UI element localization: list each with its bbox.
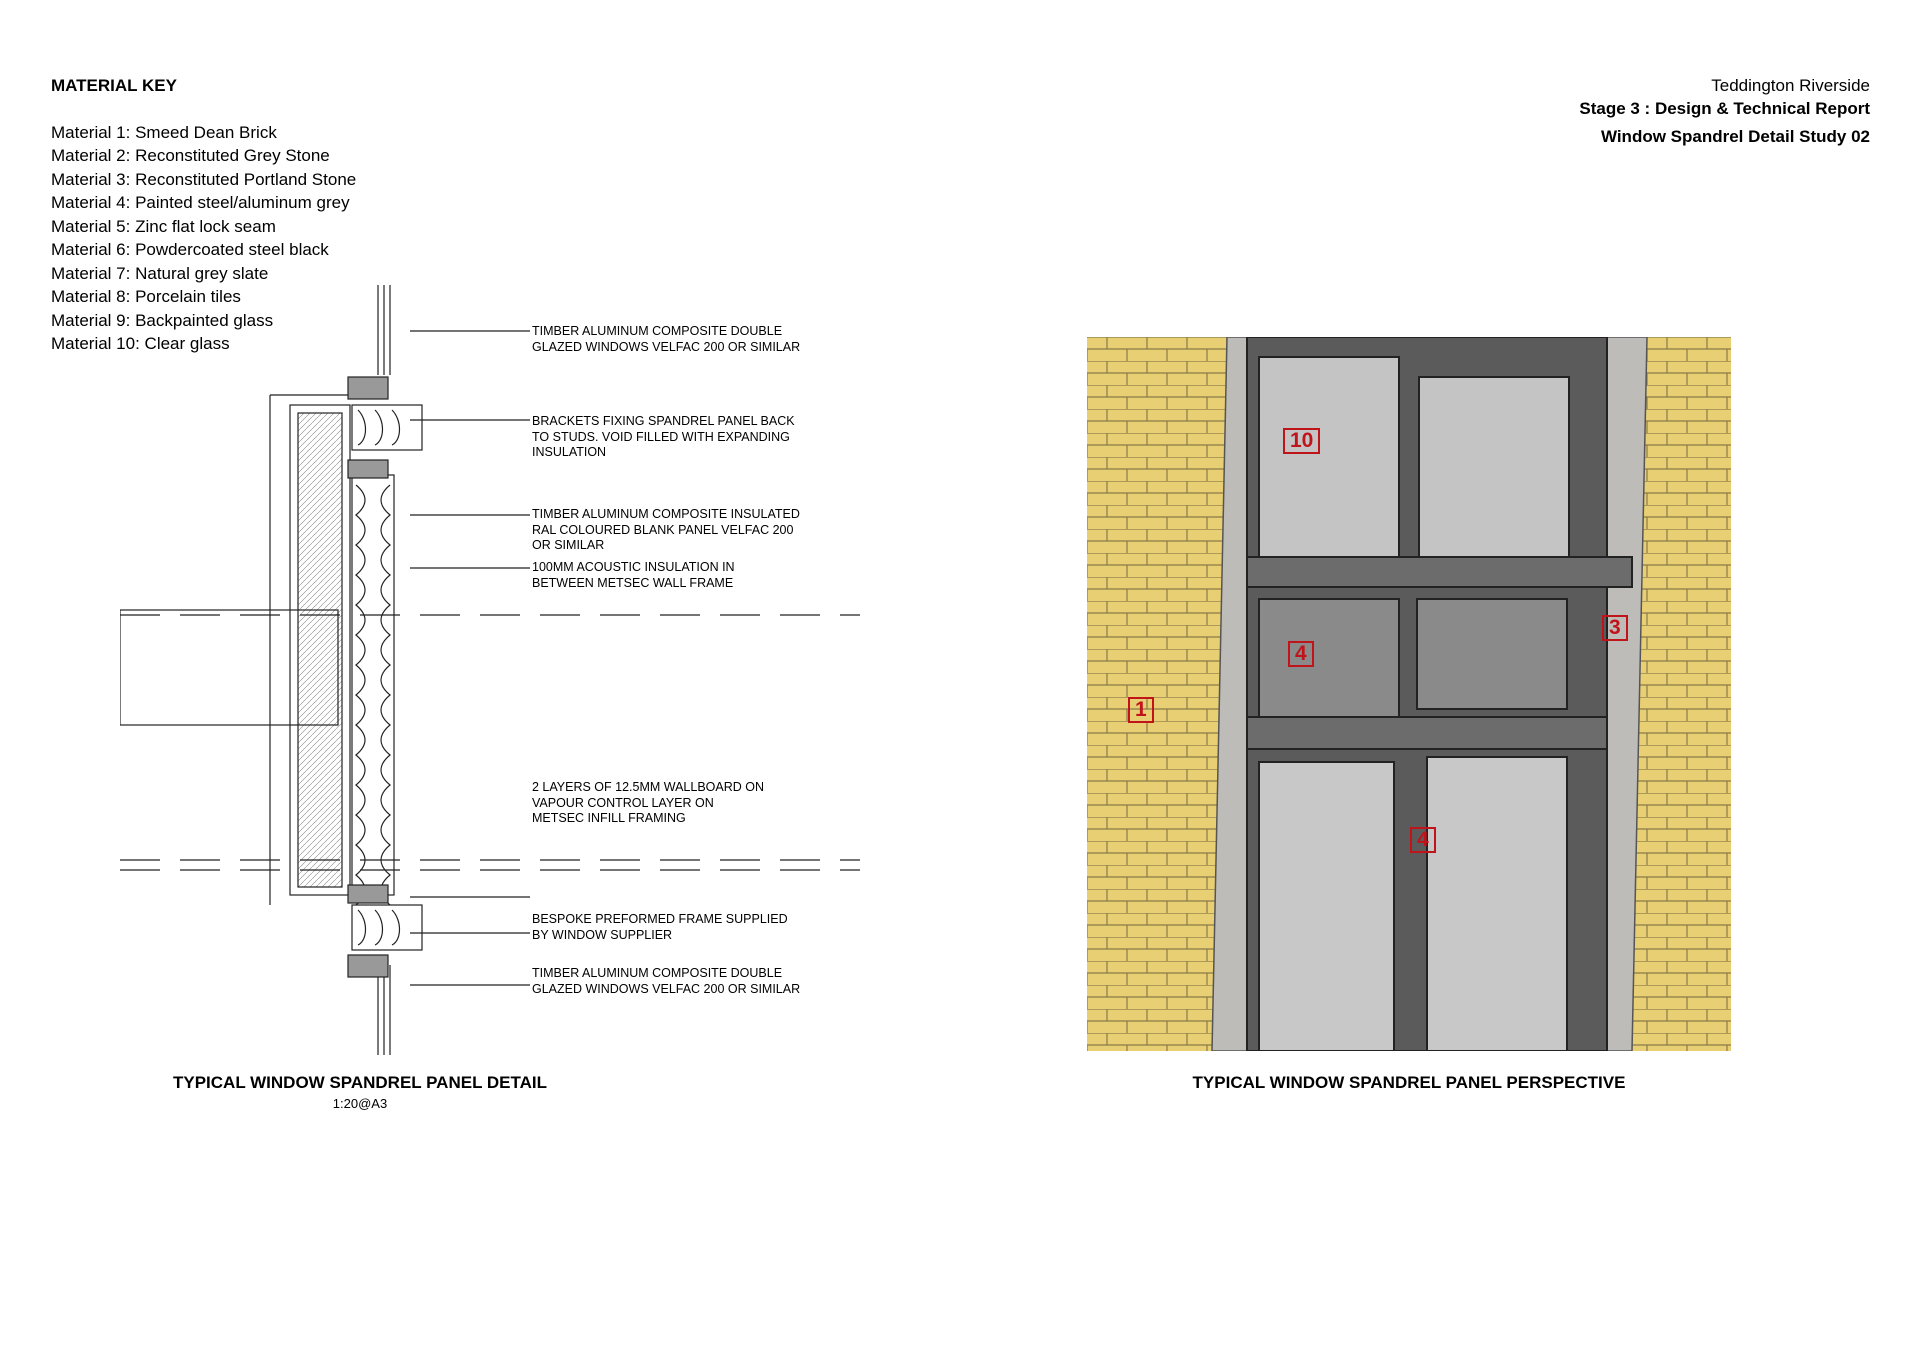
material-key-item: Material 4: Painted steel/aluminum grey bbox=[51, 193, 350, 212]
title-block bbox=[1579, 74, 1870, 148]
material-key-item: Material 9: Backpainted glass bbox=[51, 310, 274, 330]
material-key-item: Material 5: Zinc flat lock seam bbox=[51, 216, 276, 236]
material-key-item: Material 2: Reconstituted Grey Stone bbox=[51, 146, 330, 165]
material-key-item: Material 8: Porcelain tiles bbox=[51, 287, 241, 306]
sheet-title: Window Spandrel Detail Study 02 bbox=[1600, 127, 1870, 146]
stage-title: Stage 3 : Design & Technical Report bbox=[1579, 99, 1870, 118]
material-tag: 4 bbox=[1288, 641, 1314, 667]
section-note: BESPOKE PREFORMED FRAME SUPPLIED BY WINDOW SUPPLIER bbox=[532, 912, 788, 942]
material-key-title: MATERIAL KEY bbox=[51, 76, 177, 95]
section-note: 2 LAYERS OF 12.5MM WALLBOARD ON VAPOUR CONTROL LAYER ON METSEC INFILL FRAMING bbox=[532, 780, 765, 825]
detail-scale: 1:20@A3 bbox=[332, 1096, 388, 1111]
section-note: 100MM ACOUSTIC INSULATION IN BETWEEN METSEC WALL FRAME bbox=[532, 560, 735, 590]
perspective-caption: TYPICAL WINDOW SPANDREL PANEL PERSPECTIVE bbox=[1192, 1073, 1626, 1092]
section-note: TIMBER ALUMINUM COMPOSITE DOUBLE GLAZED WINDOWS VELFAC 200 OR SIMILAR bbox=[532, 324, 801, 354]
material-tag: 10 bbox=[1283, 428, 1320, 454]
material-key-item: Material 3: Reconstituted Portland Stone bbox=[51, 169, 357, 189]
material-key-item: Material 1: Smeed Dean Brick bbox=[51, 122, 277, 142]
perspective-sketch bbox=[1087, 337, 1731, 1051]
project-name: Teddington Riverside bbox=[1711, 76, 1870, 95]
material-key-item: Material 10: Clear glass bbox=[51, 334, 230, 353]
section-note: BRACKETS FIXING SPANDREL PANEL BACK TO STUDS. VOID FILLED WITH EXPANDING INSULATION bbox=[532, 414, 795, 459]
material-tag: 3 bbox=[1602, 615, 1628, 641]
section-detail-drawing bbox=[120, 285, 880, 1065]
material-key-item: Material 7: Natural grey slate bbox=[51, 263, 269, 283]
section-note: TIMBER ALUMINUM COMPOSITE INSULATED RAL COLOURED BLANK PANEL VELFAC 200 OR SIMILAR bbox=[532, 507, 800, 552]
detail-caption: TYPICAL WINDOW SPANDREL PANEL DETAIL bbox=[172, 1073, 547, 1092]
material-tag: 4 bbox=[1410, 827, 1436, 853]
section-note: TIMBER ALUMINUM COMPOSITE DOUBLE GLAZED WINDOWS VELFAC 200 OR SIMILAR bbox=[532, 966, 801, 996]
material-key-item: Material 6: Powdercoated steel black bbox=[51, 240, 329, 259]
material-tag: 1 bbox=[1128, 697, 1154, 723]
